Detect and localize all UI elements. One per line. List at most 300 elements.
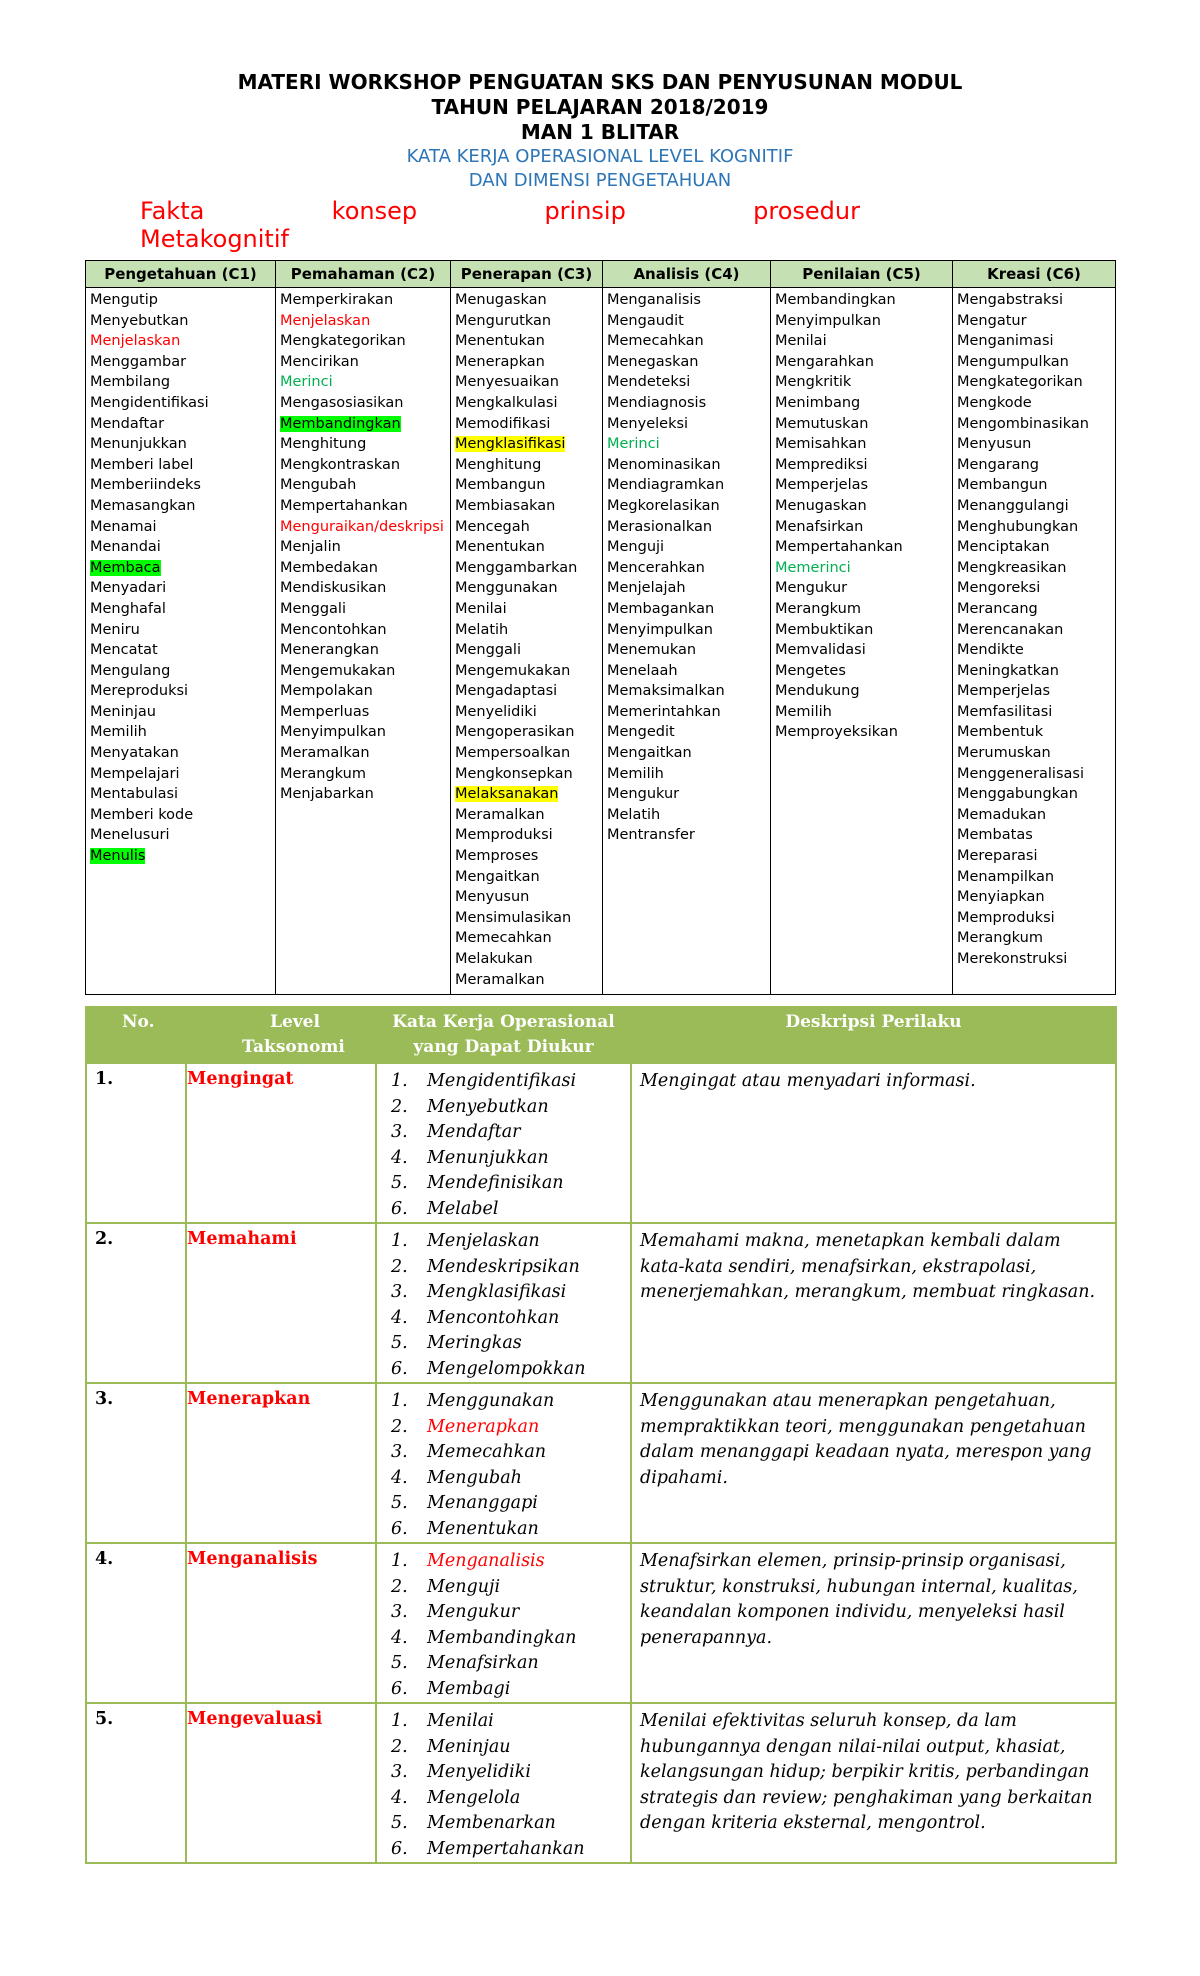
header-level-line-2: Taksonomi <box>242 1037 345 1057</box>
verb-text: Mendaftar <box>90 415 165 432</box>
verb-text: Mendiagramkan <box>607 477 725 494</box>
verb-text: Menjabarkan <box>280 786 374 803</box>
verb-text: Menjelaskan <box>427 1231 540 1251</box>
verb-list-item <box>385 1197 622 1223</box>
verb-text: Merangkum <box>280 765 366 782</box>
verb-item <box>957 393 1111 414</box>
verb-text: Memerintahkan <box>607 703 721 720</box>
verb-text: Mendaftar <box>427 1122 521 1142</box>
verb-text: Menilai <box>775 333 827 350</box>
verb-text: Menugaskan <box>775 497 867 514</box>
verb-text: Meringkas <box>427 1333 522 1353</box>
verb-text: Mencatat <box>90 642 158 659</box>
verb-item <box>455 517 598 538</box>
behavior-description: Memahami makna, menetapkan kembali dalam kata-kata sendiri, menafsirkan, ekstrapolasi, menerjemahkan, merangkum, membuat ringkasan. <box>640 1231 1096 1302</box>
verb-item <box>455 846 598 867</box>
verb-text: Mengulang <box>90 662 171 679</box>
verb-text: Memperjelas <box>957 683 1051 700</box>
verb-text: Menentukan <box>455 539 545 556</box>
verb-text: Memilih <box>607 765 664 782</box>
verb-item <box>90 496 271 517</box>
verb-text: Melatih <box>607 806 661 823</box>
row-number: 1. <box>86 1063 186 1223</box>
header-pengetahuan-c1: Pengetahuan (C1) <box>86 261 276 288</box>
verb-list <box>376 1063 631 1223</box>
verb-text: Memaksimalkan <box>607 683 725 700</box>
verb-item <box>90 722 271 743</box>
verb-item <box>607 599 766 620</box>
verb-text: Memecahkan <box>607 333 704 350</box>
verb-list <box>376 1703 631 1863</box>
verb-text: Mendukung <box>775 683 860 700</box>
verb-text: Menentukan <box>455 333 545 350</box>
verb-text: Menafsirkan <box>427 1653 539 1673</box>
verb-item <box>957 475 1111 496</box>
verb-number: 5. <box>391 1493 408 1513</box>
verb-item <box>957 867 1111 888</box>
verb-item <box>90 578 271 599</box>
verb-item <box>455 352 598 373</box>
level-name-cell <box>186 1223 376 1383</box>
verb-item <box>90 290 271 311</box>
verb-item <box>607 784 766 805</box>
verb-item <box>280 311 446 332</box>
verb-item <box>280 784 446 805</box>
verb-item <box>607 805 766 826</box>
verb-text: Menegaskan <box>607 353 699 370</box>
verb-list <box>376 1383 631 1543</box>
verb-text: Mendeteksi <box>607 374 691 391</box>
verb-text: Memilih <box>90 724 147 741</box>
verb-item <box>957 517 1111 538</box>
verb-text: Mendiskusikan <box>280 580 387 597</box>
verb-item <box>775 311 948 332</box>
level-name-menganalisis: Menganalisis <box>187 1549 318 1569</box>
verb-number: 3. <box>391 1442 408 1462</box>
verb-text: Mereparasi <box>957 848 1038 865</box>
verb-list-item <box>385 1331 622 1357</box>
verb-text: Mengelompokkan <box>427 1358 586 1379</box>
verb-text: Melatih <box>455 621 509 638</box>
row-number: 5. <box>86 1703 186 1863</box>
verb-number: 3. <box>391 1602 408 1622</box>
verb-text: Menelaah <box>607 662 678 679</box>
verb-item <box>455 537 598 558</box>
verb-text: Mengkode <box>957 394 1032 411</box>
header-penerapan-c3: Penerapan (C3) <box>451 261 603 288</box>
verb-list-item <box>385 1389 622 1415</box>
verb-number: 6. <box>391 1518 408 1539</box>
verb-item <box>957 537 1111 558</box>
verb-column-c5 <box>771 288 953 995</box>
verb-number: 5. <box>391 1653 408 1673</box>
verb-text: Mengadaptasi <box>455 683 558 700</box>
verb-number: 1. <box>391 1071 408 1091</box>
verb-text: Menimbang <box>775 394 861 411</box>
verb-text: Mengukur <box>427 1602 520 1622</box>
verb-item <box>607 414 766 435</box>
verb-text: Mengidentifikasi <box>427 1071 577 1091</box>
verb-list-item <box>385 1575 622 1601</box>
dimension-prinsip: prinsip <box>544 197 626 225</box>
verb-list-item <box>385 1069 622 1095</box>
verb-list-item <box>385 1517 622 1543</box>
verb-number: 4. <box>391 1467 408 1488</box>
verb-text: Mengedit <box>607 724 675 741</box>
verb-list-item <box>385 1440 622 1466</box>
verb-item <box>775 517 948 538</box>
verb-text: Membangun <box>957 477 1048 494</box>
verb-text: Memutuskan <box>775 415 869 432</box>
verb-item <box>90 640 271 661</box>
verb-item <box>775 414 948 435</box>
verb-text: Mengkontraskan <box>280 456 401 473</box>
verb-number: 2. <box>391 1576 408 1597</box>
verb-list-item <box>385 1280 622 1306</box>
verb-column-c4 <box>603 288 771 995</box>
level-name-cell <box>186 1063 376 1223</box>
level-name-menerapkan: Menerapkan <box>187 1389 311 1409</box>
verb-text: Menghafal <box>90 600 166 617</box>
verb-item <box>455 970 598 991</box>
verb-item <box>607 661 766 682</box>
verb-text: Meninjau <box>90 703 156 720</box>
verb-text: Menghitung <box>455 456 542 473</box>
verb-item <box>957 681 1111 702</box>
verb-item <box>607 290 766 311</box>
verb-item <box>607 578 766 599</box>
verb-text: Membandingkan <box>280 415 401 432</box>
verb-text: Mengkreasikan <box>957 559 1067 576</box>
verb-text: Merangkum <box>775 600 861 617</box>
verb-item <box>455 578 598 599</box>
row-number: 2. <box>86 1223 186 1383</box>
header-analisis-c4: Analisis (C4) <box>603 261 771 288</box>
verb-text: Memasangkan <box>90 497 196 514</box>
verb-column-c1 <box>86 288 276 995</box>
verb-text: Memberiindeks <box>90 477 201 494</box>
verb-text: Menganimasi <box>957 333 1054 350</box>
verb-item <box>775 372 948 393</box>
taxonomy-row <box>86 1223 1116 1383</box>
verb-text: Mengatur <box>957 312 1027 329</box>
verb-text: Menerangkan <box>280 642 380 659</box>
behavior-description-cell <box>631 1063 1116 1223</box>
verb-text: Mengkategorikan <box>280 333 406 350</box>
verb-list-item <box>385 1120 622 1146</box>
verb-text: Menulis <box>90 848 146 865</box>
behavior-description-cell <box>631 1703 1116 1863</box>
verb-text: Menguji <box>427 1576 501 1597</box>
verb-item <box>957 372 1111 393</box>
dimension-konsep: konsep <box>331 197 418 225</box>
verb-text: Menyusun <box>455 889 530 906</box>
verb-number: 1. <box>391 1711 408 1731</box>
verb-item <box>280 537 446 558</box>
verb-item <box>90 517 271 538</box>
document-title-line-1: MATERI WORKSHOP PENGUATAN SKS DAN PENYUSUNAN MODUL <box>237 70 963 94</box>
verb-item <box>775 455 948 476</box>
verb-item <box>957 599 1111 620</box>
verb-number: 1. <box>391 1391 408 1411</box>
verb-item <box>280 455 446 476</box>
verb-text: Memerinci <box>775 559 851 576</box>
verb-list-item <box>385 1760 622 1786</box>
verb-item <box>90 764 271 785</box>
verb-item <box>775 290 948 311</box>
verb-text: Melabel <box>427 1198 499 1219</box>
document-subtitle-line-2: DAN DIMENSI PENGETAHUAN <box>468 170 732 191</box>
behavior-description: Menggunakan atau menerapkan pengetahuan, mempraktikkan teori, menggunakan pengetahuan dalam menanggapi keadaan nyata, merespon yang dipahami. <box>640 1391 1092 1488</box>
verb-text: Meramalkan <box>455 971 545 988</box>
verb-item <box>607 558 766 579</box>
verb-text: Membentuk <box>957 724 1044 741</box>
verb-item <box>90 372 271 393</box>
knowledge-dimensions <box>140 198 860 224</box>
verb-text: Memvalidasi <box>775 642 866 659</box>
verb-item <box>90 620 271 641</box>
verb-text: Memproduksi <box>455 827 553 844</box>
verb-text: Memberi kode <box>90 806 194 823</box>
verb-text: Mengoperasikan <box>455 724 575 741</box>
level-name-cell <box>186 1703 376 1863</box>
verb-text: Menggunakan <box>455 580 558 597</box>
verb-text: Mengkalkulasi <box>455 394 558 411</box>
verb-text: Merumuskan <box>957 745 1051 762</box>
verb-text: Mempertahankan <box>280 497 408 514</box>
verb-item <box>455 949 598 970</box>
kko-verb-table <box>85 260 1116 995</box>
verb-text: Mengaudit <box>607 312 684 329</box>
verb-text: Mempertahankan <box>775 539 903 556</box>
verb-item <box>455 640 598 661</box>
verb-text: Mengkonsepkan <box>455 765 573 782</box>
verb-item <box>455 599 598 620</box>
verb-number: 2. <box>391 1736 408 1757</box>
verb-item <box>957 784 1111 805</box>
verb-text: Menyebutkan <box>427 1096 549 1117</box>
verb-text: Mendiagnosis <box>607 394 707 411</box>
verb-list-item <box>385 1095 622 1121</box>
verb-text: Mengklasifikasi <box>455 436 566 453</box>
taxonomy-row <box>86 1543 1116 1703</box>
verb-item <box>455 434 598 455</box>
verb-text: Memadukan <box>957 806 1047 823</box>
verb-item <box>280 352 446 373</box>
verb-number: 1. <box>391 1231 408 1251</box>
verb-text: Menyebutkan <box>90 312 189 329</box>
header-level-line-1: Level <box>270 1012 320 1032</box>
verb-item <box>455 867 598 888</box>
verb-item <box>90 743 271 764</box>
verb-text: Mempersoalkan <box>455 745 571 762</box>
verb-text: Membangun <box>455 477 546 494</box>
verb-text: Menganalisis <box>427 1551 545 1571</box>
header-kata-kerja-operasional <box>376 1007 631 1063</box>
verb-item <box>455 496 598 517</box>
verb-text: Mencontohkan <box>427 1307 560 1328</box>
level-name-cell <box>186 1543 376 1703</box>
document-subtitle-line-1: KATA KERJA OPERASIONAL LEVEL KOGNITIF <box>406 146 794 167</box>
verb-number: 3. <box>391 1282 408 1302</box>
verb-text: Mengoreksi <box>957 580 1041 597</box>
verb-text: Menunjukkan <box>427 1147 549 1168</box>
verb-text: Menyimpulkan <box>775 312 881 329</box>
verb-item <box>775 661 948 682</box>
verb-item <box>607 496 766 517</box>
behavior-description: Menafsirkan elemen, prinsip-prinsip organisasi, struktur, konstruksi, hubungan internal, kualitas, keandalan komponen individu, menyeleksi hasil penerapannya. <box>640 1551 1078 1648</box>
verb-text: Menggunakan <box>427 1391 555 1411</box>
verb-text: Mendefinisikan <box>427 1173 564 1193</box>
verb-text: Mengklasifikasi <box>427 1282 567 1302</box>
behavior-description-cell <box>631 1223 1116 1383</box>
verb-item <box>90 661 271 682</box>
verb-text: Menominasikan <box>607 456 721 473</box>
header-deskripsi-perilaku: Deskripsi Perilaku <box>631 1007 1116 1063</box>
verb-item <box>775 578 948 599</box>
verb-text: Mengidentifikasi <box>90 394 209 411</box>
verb-item <box>957 702 1111 723</box>
verb-text: Memperkirakan <box>280 292 394 308</box>
verb-text: Menghitung <box>280 436 367 453</box>
verb-text: Menciptakan <box>957 539 1050 556</box>
verb-item <box>280 681 446 702</box>
verb-item <box>607 372 766 393</box>
verb-text: Mengetes <box>775 662 846 679</box>
verb-text: Membatas <box>957 827 1033 844</box>
verb-item <box>607 331 766 352</box>
verb-item <box>957 908 1111 929</box>
document-header <box>0 70 1200 193</box>
verb-item <box>775 475 948 496</box>
verb-text: Mengabstraksi <box>957 292 1063 308</box>
verb-text: Mengkritik <box>775 374 852 391</box>
header-pemahaman-c2: Pemahaman (C2) <box>276 261 451 288</box>
verb-item <box>455 290 598 311</box>
verb-item <box>957 311 1111 332</box>
verb-item <box>455 887 598 908</box>
verb-text: Membuktikan <box>775 621 874 638</box>
verb-text: Menyelidiki <box>427 1762 531 1782</box>
verb-text: Menyusun <box>957 436 1032 453</box>
level-name-cell <box>186 1383 376 1543</box>
verb-list-item <box>385 1357 622 1383</box>
verb-text: Menugaskan <box>455 292 547 308</box>
verb-text: Mempertahankan <box>427 1838 585 1859</box>
verb-item <box>455 702 598 723</box>
verb-item <box>455 331 598 352</box>
verb-text: Menemukan <box>607 642 697 659</box>
verb-list-item <box>385 1677 622 1703</box>
verb-text: Menerapkan <box>427 1416 540 1437</box>
verb-list-item <box>385 1709 622 1735</box>
verb-item <box>280 578 446 599</box>
verb-text: Memecahkan <box>427 1442 547 1462</box>
verb-text: Mengarahkan <box>775 353 874 370</box>
document-title-line-3: MAN 1 BLITAR <box>520 120 680 144</box>
verb-text: Menyelidiki <box>455 703 537 720</box>
verb-number: 5. <box>391 1813 408 1833</box>
verb-text: Mengukur <box>607 786 680 803</box>
dimension-prosedur: prosedur <box>753 197 860 225</box>
verb-text: Merinci <box>280 374 333 391</box>
verb-item <box>957 640 1111 661</box>
verb-item <box>957 928 1111 949</box>
verb-text: Mengelola <box>427 1787 521 1808</box>
verb-item <box>607 475 766 496</box>
verb-item <box>280 475 446 496</box>
verb-text: Memfasilitasi <box>957 703 1053 720</box>
verb-list <box>376 1223 631 1383</box>
verb-item <box>957 825 1111 846</box>
header-no: No. <box>86 1007 186 1063</box>
verb-item <box>957 352 1111 373</box>
verb-item <box>957 887 1111 908</box>
verb-item <box>280 434 446 455</box>
behavior-description-cell <box>631 1383 1116 1543</box>
verb-text: Menguraikan/deskripsi <box>280 518 444 535</box>
verb-item <box>957 578 1111 599</box>
verb-text: Menggali <box>280 600 346 617</box>
verb-text: Mengemukakan <box>455 662 571 679</box>
header-kko-line-2: yang Dapat Diukur <box>413 1037 594 1057</box>
verb-text: Membiasakan <box>455 497 556 514</box>
verb-text: Mengukur <box>775 580 848 597</box>
kko-verb-row <box>86 288 1116 995</box>
verb-text: Merencanakan <box>957 621 1064 638</box>
verb-text: Menjelaskan <box>280 312 371 329</box>
verb-number: 4. <box>391 1627 408 1648</box>
verb-text: Menggali <box>455 642 521 659</box>
level-name-memahami: Memahami <box>187 1229 297 1249</box>
verb-text: Meniru <box>90 621 140 638</box>
verb-column-c6 <box>953 288 1116 995</box>
verb-text: Menyimpulkan <box>607 621 713 638</box>
verb-item <box>607 352 766 373</box>
behavior-description-cell <box>631 1543 1116 1703</box>
verb-item <box>607 640 766 661</box>
verb-item <box>455 722 598 743</box>
verb-text: Menyiapkan <box>957 889 1045 906</box>
verb-item <box>775 434 948 455</box>
verb-item <box>90 558 271 579</box>
taxonomy-row <box>86 1383 1116 1543</box>
verb-text: Mendikte <box>957 642 1024 659</box>
verb-number: 4. <box>391 1147 408 1168</box>
verb-item <box>775 640 948 661</box>
verb-list-item <box>385 1786 622 1812</box>
verb-text: Memprediksi <box>775 456 868 473</box>
verb-item <box>280 743 446 764</box>
verb-text: Menggeneralisasi <box>957 765 1084 782</box>
dimension-fakta: Fakta <box>140 197 205 225</box>
verb-item <box>90 352 271 373</box>
verb-item <box>957 414 1111 435</box>
verb-item <box>607 434 766 455</box>
verb-item <box>607 702 766 723</box>
verb-number: 5. <box>391 1173 408 1193</box>
verb-item <box>957 846 1111 867</box>
verb-item <box>775 681 948 702</box>
verb-number: 4. <box>391 1787 408 1808</box>
verb-item <box>455 743 598 764</box>
verb-number: 2. <box>391 1256 408 1277</box>
verb-item <box>957 331 1111 352</box>
verb-number: 4. <box>391 1307 408 1328</box>
verb-list-item <box>385 1811 622 1837</box>
verb-text: Melaksanakan <box>455 786 559 803</box>
verb-list-item <box>385 1735 622 1761</box>
